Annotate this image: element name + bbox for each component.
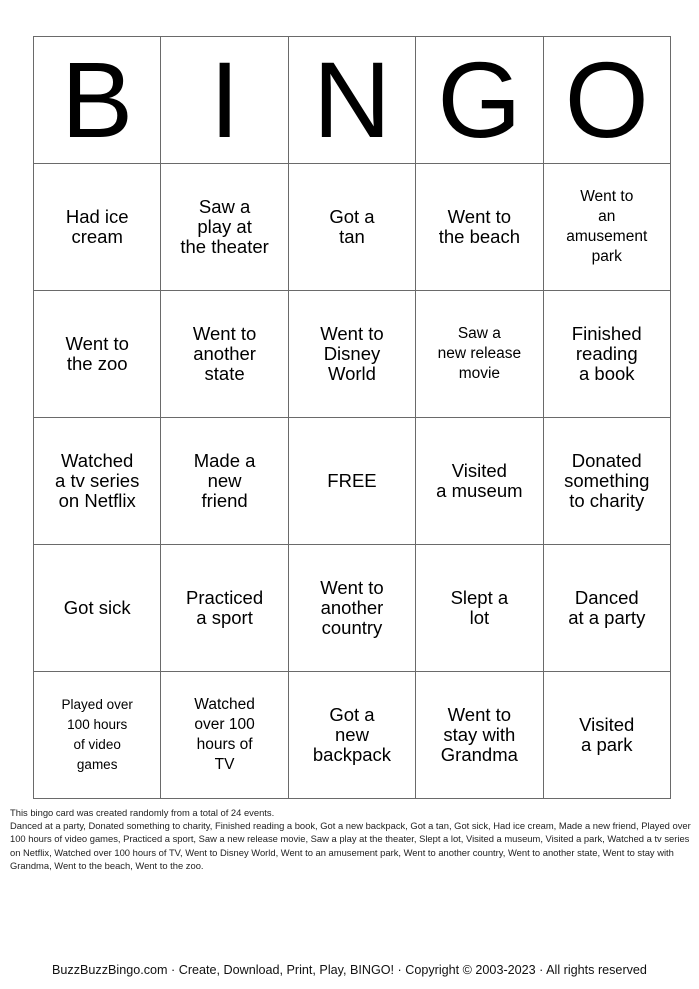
bingo-cell[interactable] bbox=[416, 418, 543, 545]
bingo-cell[interactable] bbox=[543, 291, 670, 418]
cell-line: country bbox=[321, 617, 383, 638]
cell-line: Got sick bbox=[63, 597, 131, 618]
bingo-row bbox=[34, 291, 671, 418]
cell-line: something bbox=[564, 470, 650, 491]
cell-line: Went to bbox=[320, 323, 384, 344]
cell-line: Got a bbox=[329, 206, 375, 227]
cell-text bbox=[167, 324, 281, 384]
cell-line: at a party bbox=[568, 607, 646, 628]
cell-line: Visited bbox=[451, 460, 507, 481]
bingo-cell[interactable] bbox=[288, 545, 415, 672]
cell-text bbox=[40, 207, 154, 247]
cell-line: movie bbox=[458, 365, 501, 382]
cell-line: Visited bbox=[579, 714, 635, 735]
header-letter-n: N bbox=[288, 37, 415, 164]
cell-line: a sport bbox=[196, 607, 253, 628]
bingo-cell[interactable] bbox=[161, 545, 288, 672]
bingo-cell[interactable] bbox=[288, 418, 415, 545]
cell-line: another bbox=[193, 343, 256, 364]
cell-line: Went to bbox=[447, 704, 512, 725]
bingo-row bbox=[34, 672, 671, 799]
cell-line: another bbox=[320, 597, 384, 618]
cell-line: Practiced bbox=[186, 587, 264, 608]
cell-line: backpack bbox=[312, 744, 392, 765]
cell-text bbox=[295, 324, 409, 384]
cell-line: Went to bbox=[320, 577, 384, 598]
cell-line: hours of bbox=[196, 736, 253, 753]
cell-line: a park bbox=[581, 734, 633, 755]
cell-line: Went to bbox=[65, 333, 129, 354]
cell-text bbox=[40, 695, 154, 775]
cell-line: cream bbox=[71, 226, 123, 247]
cell-text bbox=[40, 334, 154, 374]
page-footer: BuzzBuzzBingo.com · Create, Download, Print, Play, BINGO! · Copyright © 2003-2023 · All rights reserved bbox=[52, 963, 647, 977]
bingo-row bbox=[34, 164, 671, 291]
cell-line: lot bbox=[469, 607, 490, 628]
cell-line: Went to bbox=[192, 323, 257, 344]
cell-text bbox=[167, 588, 281, 628]
cell-text bbox=[295, 471, 409, 491]
bingo-cell[interactable] bbox=[161, 418, 288, 545]
cell-line: Watched bbox=[194, 696, 255, 713]
bingo-row bbox=[34, 545, 671, 672]
bingo-cell[interactable] bbox=[416, 545, 543, 672]
bingo-cell[interactable] bbox=[543, 164, 670, 291]
cell-line: Went to bbox=[580, 188, 634, 205]
cell-line: the zoo bbox=[66, 353, 128, 374]
cell-text bbox=[295, 207, 409, 247]
card-summary: This bingo card was created randomly from a total of 24 events. bbox=[10, 807, 275, 818]
bingo-cell[interactable] bbox=[34, 291, 161, 418]
cell-text bbox=[422, 207, 536, 247]
cell-line: new bbox=[207, 470, 242, 491]
cell-line: of video bbox=[73, 737, 121, 752]
bingo-grid bbox=[34, 164, 671, 799]
cell-line: stay with bbox=[443, 724, 516, 745]
bingo-cell[interactable] bbox=[161, 164, 288, 291]
cell-text bbox=[550, 187, 664, 267]
bingo-cell[interactable] bbox=[34, 418, 161, 545]
cell-line: Played over bbox=[61, 697, 133, 712]
header-letter-b: B bbox=[34, 37, 161, 164]
bingo-cell[interactable] bbox=[416, 291, 543, 418]
cell-line: friend bbox=[201, 490, 248, 511]
cell-line: state bbox=[204, 363, 245, 384]
cell-line: a tv series bbox=[55, 470, 140, 491]
cell-text bbox=[550, 324, 664, 384]
cell-text bbox=[422, 705, 536, 765]
cell-line: Finished bbox=[571, 323, 642, 344]
cell-text bbox=[167, 451, 281, 511]
bingo-header-row bbox=[34, 37, 671, 164]
cell-line: Saw a bbox=[198, 196, 251, 217]
bingo-card bbox=[33, 36, 671, 799]
bingo-cell[interactable] bbox=[543, 418, 670, 545]
cell-line: Had ice bbox=[65, 206, 129, 227]
cell-line: a book bbox=[578, 363, 635, 384]
cell-line: Went to bbox=[447, 206, 512, 227]
cell-line: Got a bbox=[329, 704, 375, 725]
cell-line: an bbox=[598, 208, 616, 225]
cell-line: tan bbox=[339, 226, 365, 247]
bingo-row bbox=[34, 418, 671, 545]
cell-line: to charity bbox=[569, 490, 645, 511]
cell-line: Grandma bbox=[440, 744, 518, 765]
cell-line: Disney bbox=[323, 343, 381, 364]
bingo-cell[interactable] bbox=[416, 672, 543, 799]
cell-line: Made a bbox=[193, 450, 256, 471]
cell-line: reading bbox=[575, 343, 638, 364]
bingo-cell[interactable] bbox=[34, 672, 161, 799]
bingo-cell[interactable] bbox=[288, 164, 415, 291]
cell-line: World bbox=[327, 363, 376, 384]
cell-line: new release bbox=[437, 345, 522, 362]
cell-text bbox=[550, 715, 664, 755]
bingo-cell[interactable] bbox=[161, 672, 288, 799]
cell-line: TV bbox=[214, 756, 235, 773]
cell-line: a museum bbox=[436, 480, 523, 501]
cell-text bbox=[550, 588, 664, 628]
cell-line: FREE bbox=[327, 470, 377, 491]
bingo-cell[interactable] bbox=[543, 672, 670, 799]
cell-text bbox=[422, 461, 536, 501]
cell-text bbox=[422, 324, 536, 384]
cell-line: Danced bbox=[574, 587, 639, 608]
cell-text bbox=[40, 451, 154, 511]
cell-line: games bbox=[76, 757, 118, 772]
bingo-cell[interactable] bbox=[543, 545, 670, 672]
cell-text bbox=[167, 695, 281, 775]
cell-line: park bbox=[591, 248, 622, 265]
cell-text bbox=[167, 197, 281, 257]
bingo-cell[interactable] bbox=[34, 545, 161, 672]
bingo-cell[interactable] bbox=[288, 291, 415, 418]
cell-line: Saw a bbox=[457, 325, 501, 342]
cell-text bbox=[295, 705, 409, 765]
header-letter-o: O bbox=[543, 37, 670, 164]
cell-line: the beach bbox=[438, 226, 520, 247]
cell-line: Donated bbox=[571, 450, 642, 471]
cell-text bbox=[550, 451, 664, 511]
cell-line: Watched bbox=[61, 450, 134, 471]
header-letter-g: G bbox=[416, 37, 543, 164]
cell-text bbox=[422, 588, 536, 628]
cell-line: 100 hours bbox=[67, 717, 128, 732]
bingo-cell[interactable] bbox=[34, 164, 161, 291]
cell-text bbox=[40, 598, 154, 618]
cell-line: on Netflix bbox=[58, 490, 136, 511]
cell-line: amusement bbox=[566, 228, 648, 245]
cell-line: new bbox=[335, 724, 369, 745]
bingo-cell[interactable] bbox=[416, 164, 543, 291]
cell-line: the theater bbox=[180, 236, 269, 257]
cell-line: play at bbox=[197, 216, 252, 237]
cell-line: over 100 bbox=[194, 716, 255, 733]
event-list: Danced at a party, Donated something to charity, Finished reading a book, Got a new backpack, Got a tan, Got sick, Had ice cream, Made a new friend, Played over 100 hours of video games, Practiced a sport, Saw a new release movie, Saw a play at the theater, Slept a lot, Visited a museum, Visited a park, Watched a tv series on Netflix, Watched over 100 hours of TV, Went to Disney World, Went to an amusement park, Went to another country, Went to another state, Went to stay with Grandma, Went to the beach, Went to the zoo. bbox=[10, 820, 691, 871]
bingo-cell[interactable] bbox=[161, 291, 288, 418]
cell-text bbox=[295, 578, 409, 638]
bingo-cell[interactable] bbox=[288, 672, 415, 799]
cell-line: Slept a bbox=[450, 587, 509, 608]
header-letter-i: I bbox=[161, 37, 288, 164]
card-info bbox=[10, 806, 692, 872]
